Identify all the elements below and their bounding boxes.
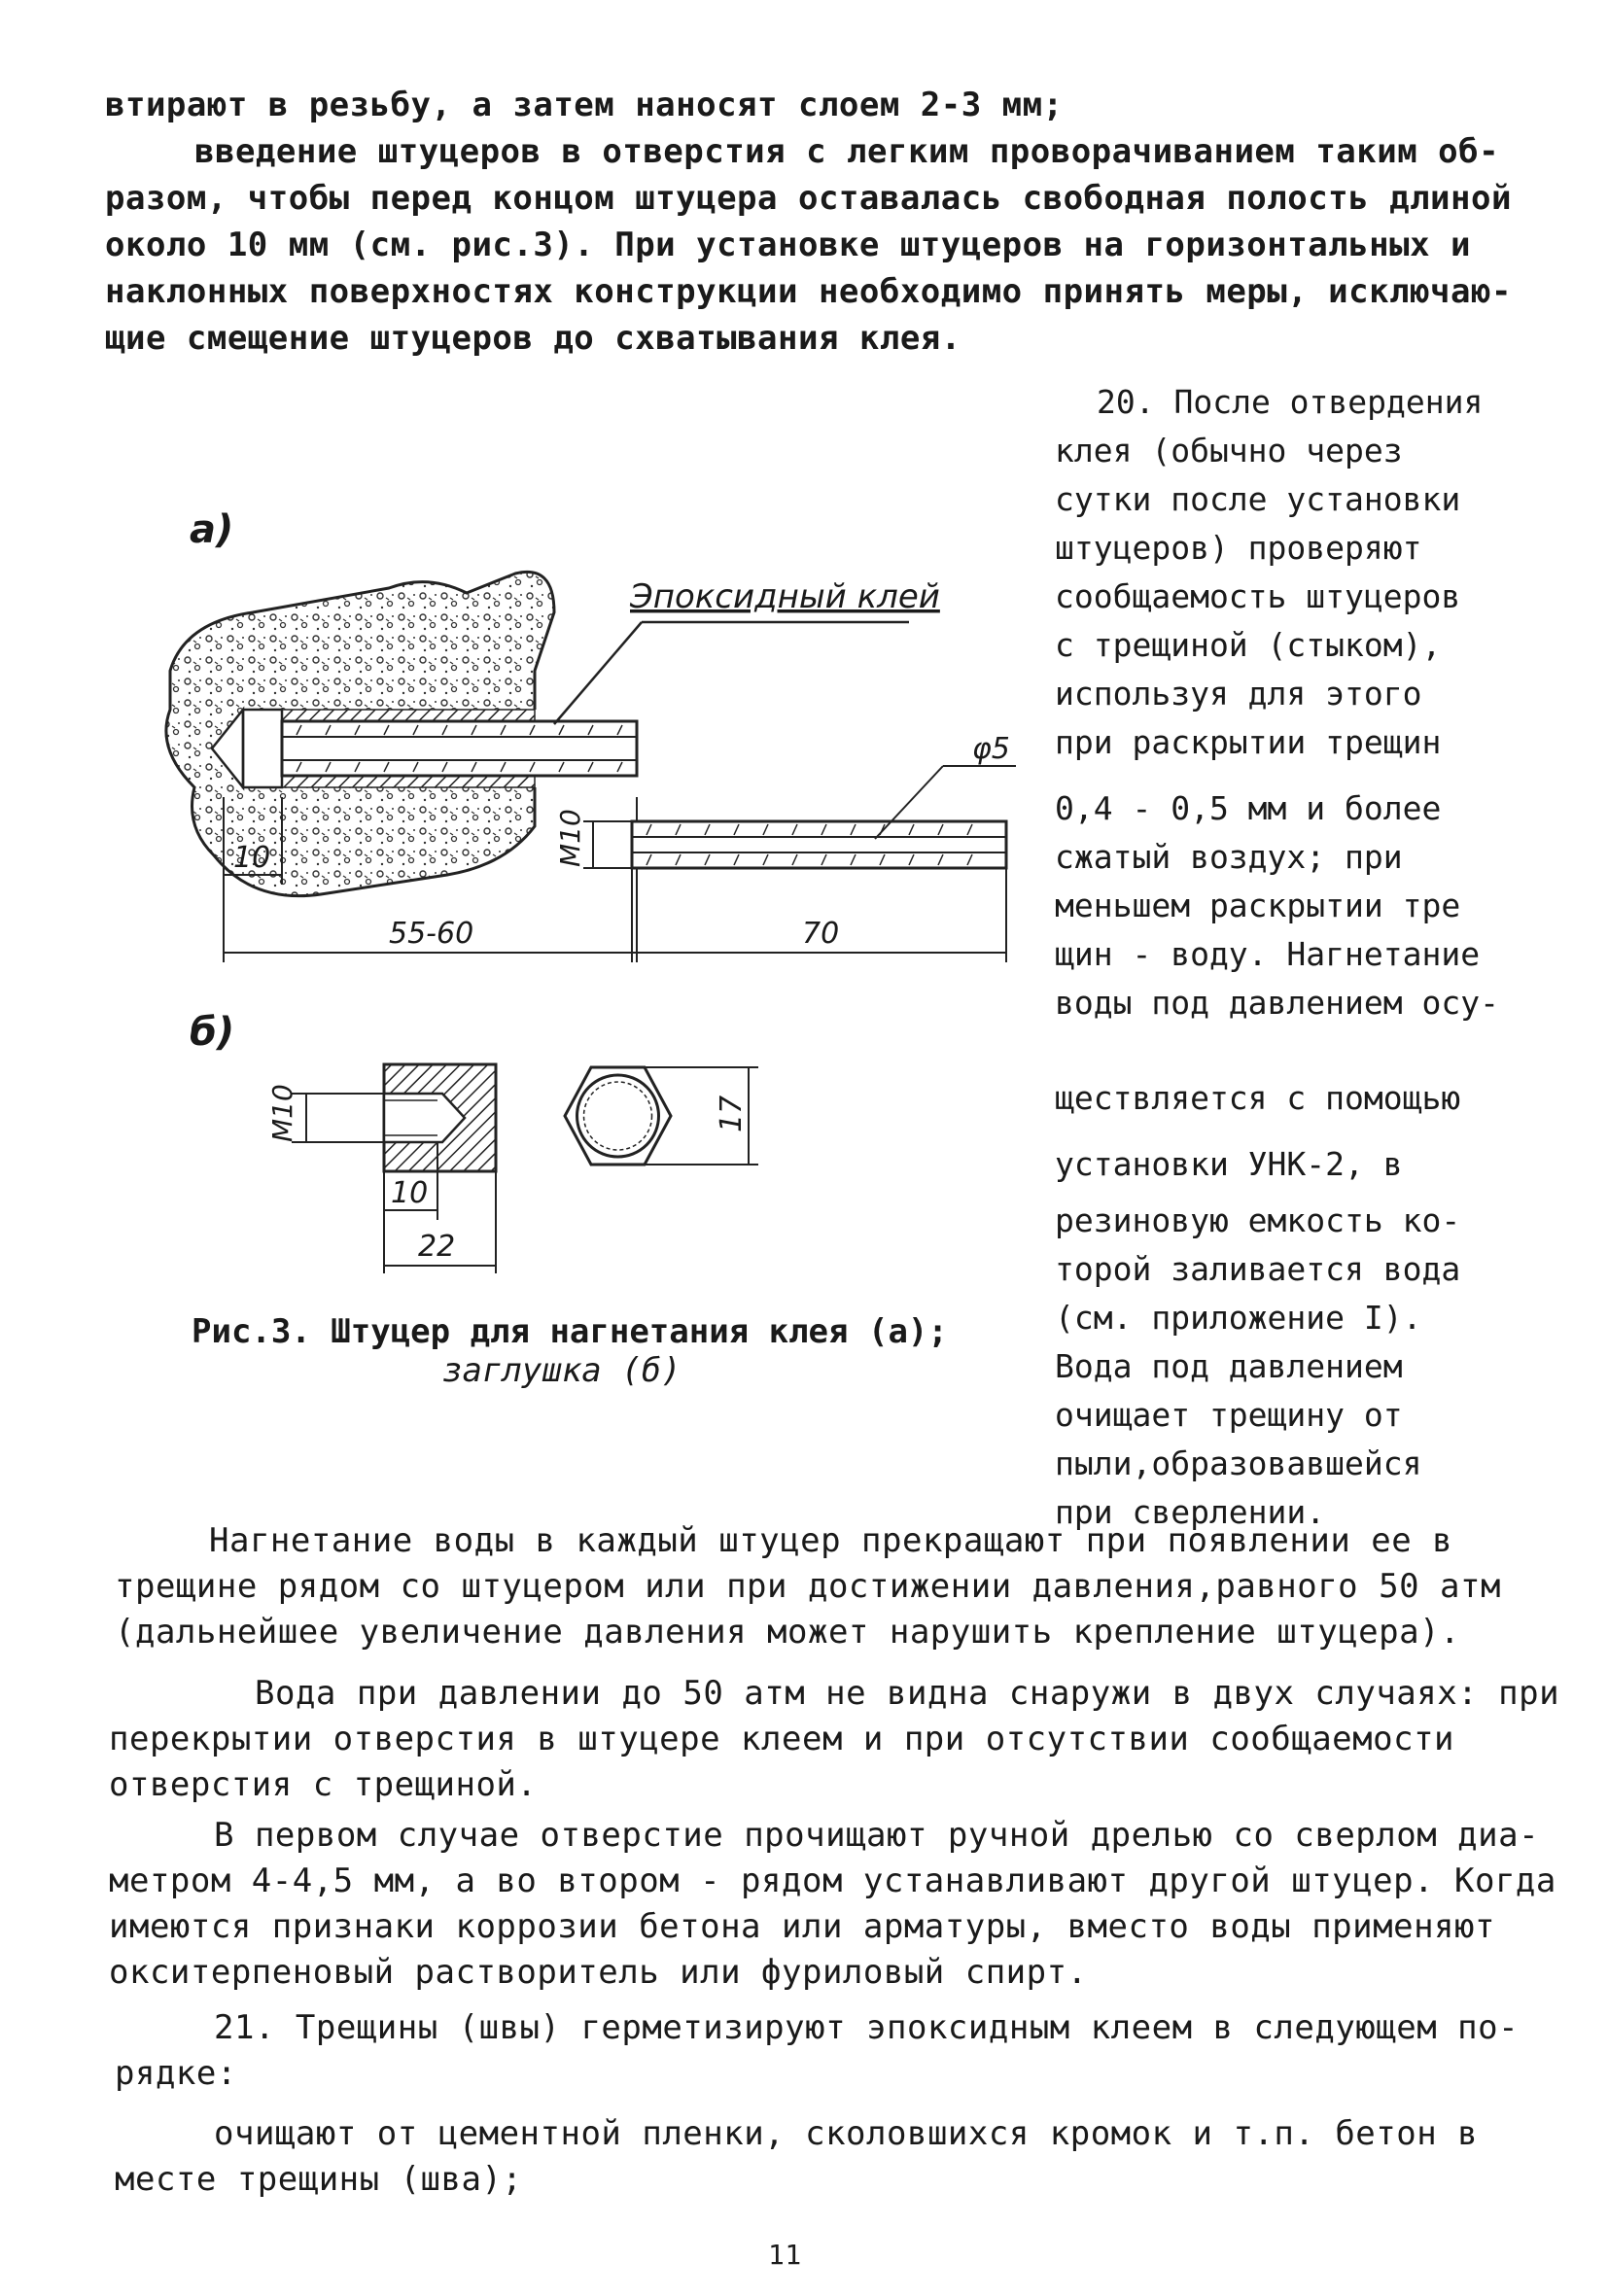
dim-70: 70: [802, 917, 840, 951]
side-line-5: сообщаемость штуцеров: [1055, 577, 1461, 615]
side-line-17: торой заливается вода: [1055, 1250, 1461, 1288]
bottom-line-5: перекрытии отверстия в штуцере клеем и при отсутствии сообщаемости: [109, 1720, 1455, 1758]
side-line-4: штуцеров) проверяют: [1055, 529, 1422, 567]
bottom-line-11: 21. Трещины (швы) герметизируют эпоксидным клеем в следующем по-: [214, 2008, 1520, 2047]
figure-caption-line2: заглушка (б): [442, 1351, 682, 1390]
dim-10-b: 10: [391, 1176, 429, 1210]
side-line-16: резиновую емкость ко-: [1055, 1201, 1461, 1239]
side-line-15: установки УНК-2, в: [1055, 1145, 1403, 1183]
dim-22: 22: [418, 1230, 456, 1264]
top-line-4: около 10 мм (см. рис.3). При установке штуцеров на горизонтальных и: [105, 226, 1471, 264]
glue-label: Эпоксидный клей: [630, 577, 940, 616]
figure-3: [97, 505, 1050, 1419]
label-b: б): [190, 1010, 235, 1055]
bottom-line-2: трещине рядом со штуцером или при достижении давления,равного 50 атм: [115, 1567, 1501, 1606]
dim-m10-b: М10: [266, 1084, 298, 1142]
side-line-1: 20. После отвердения: [1097, 383, 1484, 421]
bottom-line-1: Нагнетание воды в каждый штуцер прекращают при появлении ее в: [209, 1521, 1453, 1560]
bottom-line-8: метром 4-4,5 мм, а во втором - рядом устанавливают другой штуцер. Когда: [109, 1861, 1556, 1900]
glue-top: [282, 710, 535, 721]
hex-nut-inner: [577, 1075, 659, 1157]
top-line-5: наклонных поверхностях конструкции необходимо принять меры, исключаю-: [105, 272, 1512, 311]
nipple-side-view: [632, 821, 1006, 868]
side-line-7: используя для этого: [1055, 675, 1422, 713]
side-line-10: сжатый воздух; при: [1055, 838, 1403, 876]
side-line-3: сутки после установки: [1055, 480, 1461, 518]
figure-caption-line1: Рис.3. Штуцер для нагнетания клея (а);: [192, 1312, 948, 1351]
side-line-12: щин - воду. Нагнетание: [1055, 935, 1481, 973]
bottom-line-6: отверстия с трещиной.: [109, 1765, 538, 1804]
side-line-13: воды под давлением осу-: [1055, 984, 1499, 1022]
dim-m10-a: М10: [554, 809, 586, 867]
bottom-line-4: Вода при давлении до 50 атм не видна снаружи в двух случаях: при: [255, 1674, 1560, 1713]
bottom-line-13: очищают от цементной пленки, сколовшихся кромок и т.п. бетон в: [214, 2114, 1479, 2153]
side-line-20: очищает трещину от: [1055, 1396, 1403, 1434]
top-line-6: щие смещение штуцеров до схватывания клея.: [105, 319, 961, 358]
dim-17: 17: [715, 1095, 749, 1132]
bottom-line-12: рядке:: [115, 2054, 237, 2093]
bottom-line-7: В первом случае отверстие прочищают ручной дрелью со сверлом диа-: [214, 1816, 1540, 1855]
label-a: а): [190, 507, 234, 552]
side-line-19: Вода под давлением: [1055, 1347, 1403, 1385]
bottom-line-14: месте трещины (шва);: [115, 2160, 523, 2199]
side-line-11: меньшем раскрытии тре: [1055, 887, 1461, 924]
bottom-line-3: (дальнейшее увеличение давления может нарушить крепление штуцера).: [115, 1613, 1461, 1652]
top-line-3: разом, чтобы перед концом штуцера оставалась свободная полость длиной: [105, 179, 1512, 218]
page-number: 11: [768, 2239, 802, 2271]
side-line-22: при сверлении.: [1055, 1493, 1326, 1531]
top-line-2: введение штуцеров в отверстия с легким проворачиванием таким об-: [194, 132, 1500, 171]
side-line-2: клея (обычно через: [1055, 432, 1403, 470]
side-line-8: при раскрытии трещин: [1055, 723, 1442, 761]
dim-phi5: φ5: [972, 732, 1010, 766]
side-line-21: пыли,образовавшейся: [1055, 1444, 1422, 1482]
nipple-tube: [282, 721, 637, 776]
side-line-6: с трещиной (стыком),: [1055, 626, 1442, 664]
side-line-14: ществляется с помощью: [1055, 1079, 1461, 1117]
side-line-9: 0,4 - 0,5 мм и более: [1055, 789, 1442, 827]
side-line-18: (см. приложение I).: [1055, 1299, 1422, 1337]
bottom-line-9: имеются признаки коррозии бетона или арматуры, вместо воды применяют: [109, 1907, 1495, 1946]
glue-bottom: [282, 776, 535, 787]
bottom-line-10: окситерпеновый растворитель или фуриловый спирт.: [109, 1953, 1088, 1992]
dim-55-60: 55-60: [389, 917, 474, 951]
top-line-1: втирают в резьбу, а затем наносят слоем 2-3 мм;: [105, 86, 1064, 124]
dim-10-a: 10: [233, 841, 271, 875]
